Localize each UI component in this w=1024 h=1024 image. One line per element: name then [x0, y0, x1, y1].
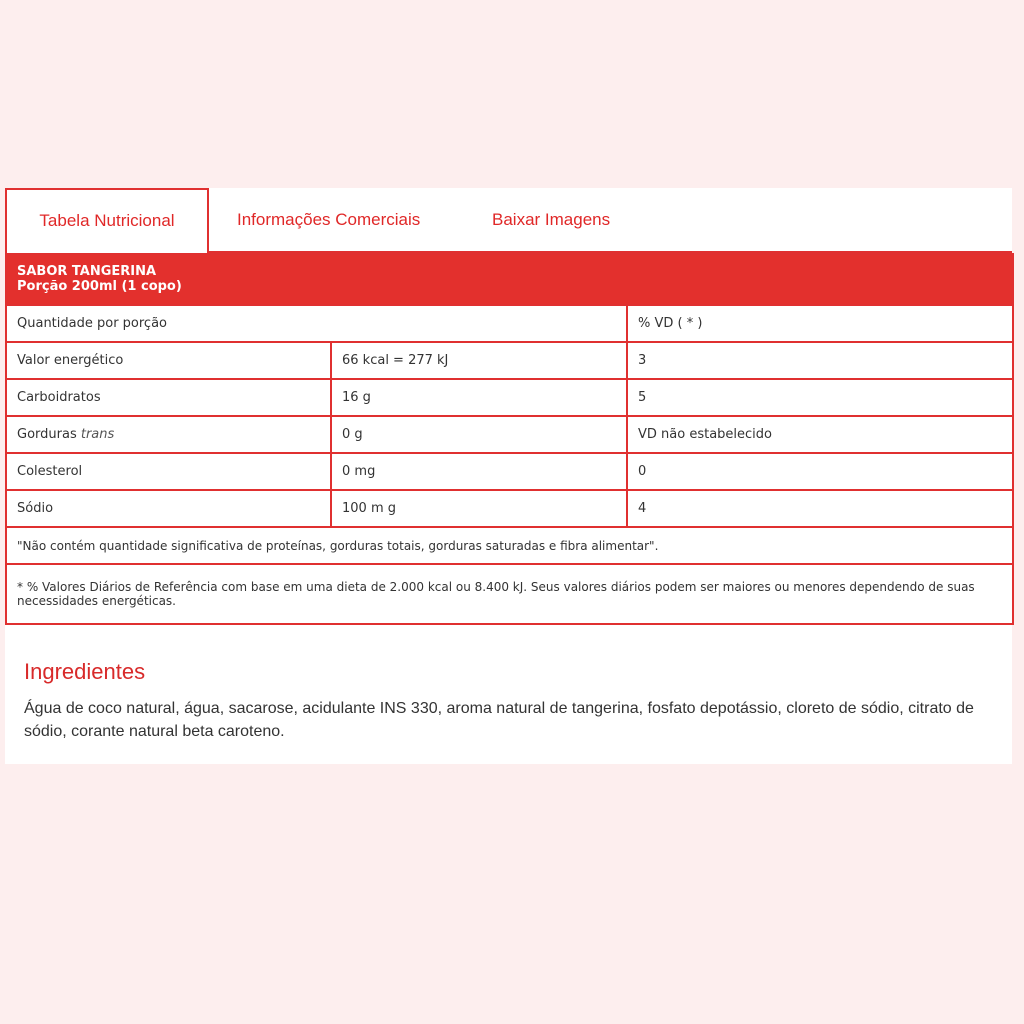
note-row: [6, 564, 1013, 624]
nutrient-amount: 0 mg: [331, 453, 627, 490]
tab-baixar-imagens[interactable]: Baixar Imagens: [492, 210, 611, 229]
nutrient-amount: 0 g: [331, 416, 627, 453]
nutrient-name-cell: [6, 416, 331, 453]
nutrition-header: [6, 254, 1013, 305]
flavor-title: SABOR TANGERINA: [17, 264, 157, 279]
nutrient-name: Carboidratos: [6, 379, 331, 416]
nutrient-vd: 0: [627, 453, 1013, 490]
portion-label: Porção 200ml (1 copo): [17, 279, 182, 294]
table-row: [6, 490, 1013, 527]
nutrient-vd: 4: [627, 490, 1013, 527]
table-row: [6, 305, 1013, 342]
note-vd: * % Valores Diários de Referência com base em uma dieta de 2.000 kcal ou 8.400 kJ. Seus valores diários podem ser maiores ou menores dependendo de suas necessidades energéticas.: [6, 564, 1013, 624]
nutrient-name: Valor energético: [6, 342, 331, 379]
nutrient-vd: 5: [627, 379, 1013, 416]
nutrient-name-suffix: trans: [80, 427, 115, 442]
ingredients-title: Ingredientes: [24, 659, 146, 684]
nutrient-name: Colesterol: [6, 453, 331, 490]
note-row: [6, 527, 1013, 564]
nutrient-amount: 16 g: [331, 379, 627, 416]
nutrient-vd: VD não estabelecido: [627, 416, 1013, 453]
tab-tabela-nutricional[interactable]: Tabela Nutricional: [5, 188, 209, 253]
table-row: [6, 453, 1013, 490]
vd-header: % VD ( * ): [627, 305, 1013, 342]
nutrient-name: Sódio: [6, 490, 331, 527]
qty-header: Quantidade por porção: [6, 305, 627, 342]
note-protein: "Não contém quantidade significativa de proteínas, gorduras totais, gorduras saturadas e fibra alimentar".: [6, 527, 1013, 564]
nutrition-table: [5, 253, 1014, 625]
table-row: [6, 342, 1013, 379]
nutrition-header-row: [6, 254, 1013, 305]
nutrient-amount: 100 m g: [331, 490, 627, 527]
nutrient-name: Gorduras: [17, 427, 77, 442]
ingredients-text: Água de coco natural, água, sacarose, acidulante INS 330, aroma natural de tangerina, fosfato depotássio, cloreto de sódio, citrato de sódio, corante natural beta caroteno.: [24, 700, 974, 740]
table-row: [6, 379, 1013, 416]
nutrient-amount: 66 kcal = 277 kJ: [331, 342, 627, 379]
tab-informacoes-comerciais[interactable]: Informações Comerciais: [237, 210, 421, 229]
table-row: [6, 416, 1013, 453]
nutrient-vd: 3: [627, 342, 1013, 379]
tab-bar: [5, 188, 1012, 253]
product-info-panel: [5, 188, 1012, 764]
